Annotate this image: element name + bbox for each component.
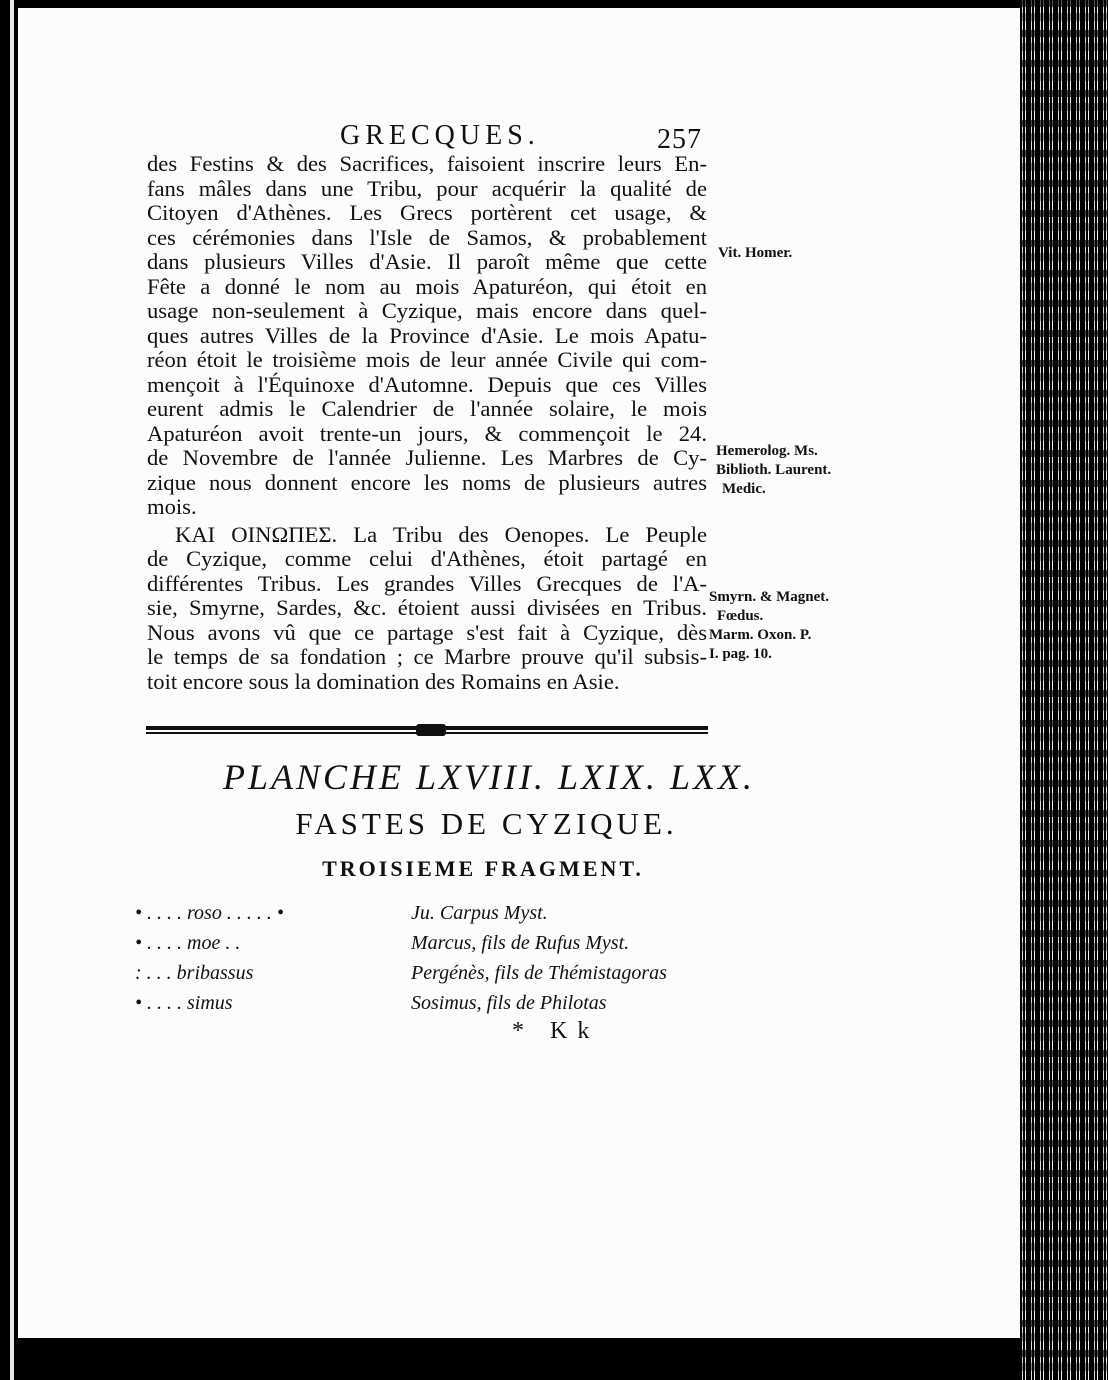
text-line: de Cyzique, comme celui d'Athènes, étoit partagé en [147, 546, 707, 571]
rule-ornament [416, 724, 446, 736]
list-item [135, 962, 695, 992]
text-line: toit encore sous la domination des Romains en Asie. [147, 668, 620, 694]
text-line: Fête a donné le nom au mois Apaturéon, qui étoit en [147, 273, 707, 299]
margin-note-line: Biblioth. Laurent. [716, 462, 832, 478]
text-line: Nous avons vû que ce partage s'est fait à Cyzique, dès [147, 619, 707, 645]
text-line: Apaturéon avoit trente-un jours, & commençoit le 24. [147, 420, 707, 446]
text-line: Citoyen d'Athènes. Les Grecs portèrent cet usage, & [147, 200, 707, 225]
fasti-name: Sosimus, fils de Philotas [411, 992, 607, 1014]
margin-note-line: I. pag. 10. [709, 646, 772, 662]
margin-note-line: Marm. Oxon. P. [709, 627, 812, 643]
text-line: sie, Smyrne, Sardes, &c. étoient aussi divisées en Tribus. [147, 595, 707, 620]
margin-note-line: Hemerolog. Ms. [716, 443, 818, 459]
signature-mark: * Kk [512, 1018, 600, 1044]
text-line: des Festins & des Sacrifices, faisoient inscrire leurs En- [147, 151, 707, 176]
fasti-name: Pergénès, fils de Thémistagoras [411, 962, 667, 984]
paragraph-1 [147, 152, 707, 520]
fasti-name: Ju. Carpus Myst. [411, 902, 548, 924]
margin-note-smyrn [709, 588, 829, 664]
margin-note-line: Vit. Homer. [718, 245, 793, 261]
text-line: mençoit à l'Équinoxe d'Automne. Depuis que ces Villes [147, 371, 707, 397]
section-title [0, 806, 1108, 842]
text-line: ces cérémonies dans l'Isle de Samos, & probablement [147, 224, 707, 250]
text-line: différentes Tribus. Les grandes Villes Grecques de l'A- [147, 570, 707, 596]
list-item [135, 932, 695, 962]
margin-note-hemerolog [716, 442, 831, 499]
main-text [147, 152, 707, 694]
section-title-text: FASTES DE CYZIQUE. [295, 806, 678, 841]
fragment-title-text: TROISIEME FRAGMENT. [322, 856, 644, 881]
text-line: ΚΑΙ ΟΙΝΩΠΕΣ. La Tribu des Oenopes. Le Peuple [175, 521, 707, 547]
plate-heading [0, 756, 1108, 798]
list-item [135, 992, 695, 1022]
paragraph-2 [147, 523, 707, 695]
fragment-title [0, 856, 1108, 882]
text-line: ques autres Villes de la Province d'Asie. Le mois Apatu- [147, 322, 707, 348]
binding-edge [0, 0, 20, 1380]
text-line: zique nous donnent encore les noms de plusieurs autres [147, 469, 707, 495]
page-number: 257 [657, 124, 702, 155]
fasti-fragment: : . . . bribassus [135, 962, 254, 984]
text-line: fans mâles dans une Tribu, pour acquérir la qualité de [147, 175, 707, 201]
fasti-name: Marcus, fils de Rufus Myst. [411, 932, 630, 954]
fasti-fragment: • . . . . roso . . . . . • [135, 902, 284, 924]
ornamental-rule [146, 724, 708, 736]
fasti-fragment: • . . . . simus [135, 992, 233, 1014]
fasti-list [135, 902, 695, 1022]
text-line: eurent admis le Calendrier de l'année solaire, le mois [147, 396, 707, 421]
text-line: dans plusieurs Villes d'Asie. Il paroît même que cette [147, 249, 707, 274]
fasti-fragment: • . . . . moe . . [135, 932, 241, 954]
text-line: le temps de sa fondation ; ce Marbre prouve qu'il subsis- [147, 644, 707, 669]
margin-note-vit-homer [718, 244, 792, 263]
page-edges [1020, 0, 1108, 1380]
list-item [135, 902, 695, 932]
text-line: usage non-seulement à Cyzique, mais encore dans quel- [147, 298, 707, 323]
margin-note-line: Fœdus. [717, 608, 764, 624]
plate-heading-text: PLANCHE LXVIII. LXIX. LXX. [223, 757, 755, 797]
text-line: de Novembre de l'année Julienne. Les Marbres de Cy- [147, 445, 707, 470]
margin-note-line: Medic. [722, 481, 766, 497]
margin-note-line: Smyrn. & Magnet. [709, 589, 829, 605]
text-line: réon étoit le troisième mois de leur année Civile qui com- [147, 347, 707, 372]
running-head: GRECQUES. [340, 120, 540, 151]
text-line: mois. [147, 494, 197, 519]
